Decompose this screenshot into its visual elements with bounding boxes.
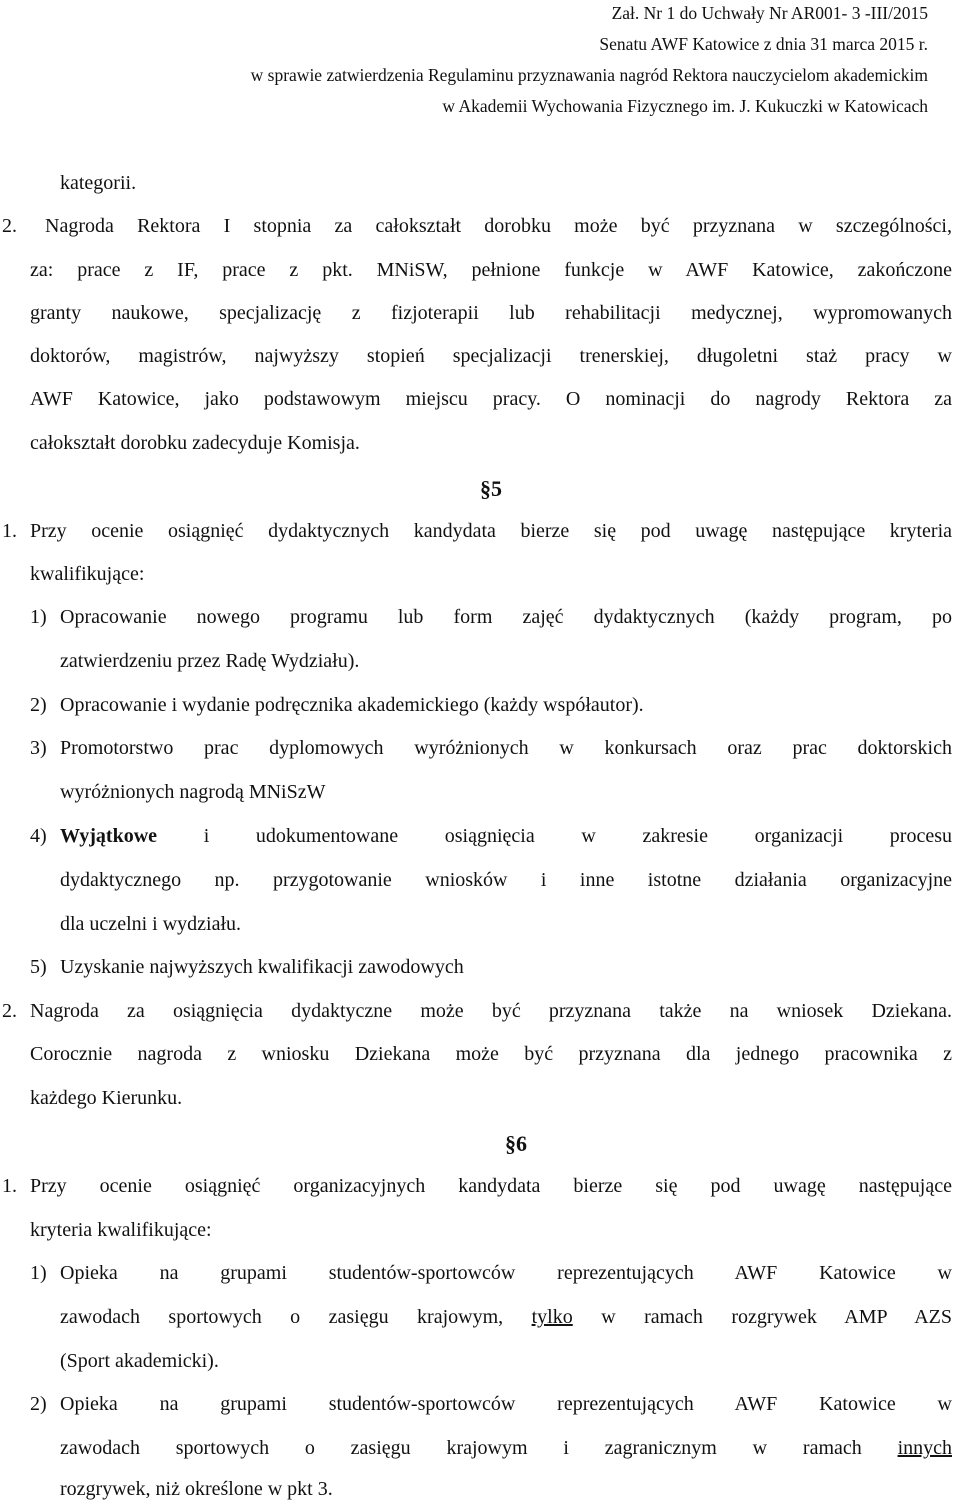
item-number: 1.	[2, 520, 17, 542]
underlined-word: tylko	[531, 1306, 573, 1328]
criterion-text: w ramach rozgrywek AMP AZS	[572, 1306, 952, 1328]
criterion-line: (Sport akademicki).	[60, 1350, 219, 1372]
criterion-line: Opieka na grupami studentów-sportowców reprezentujących AWF Katowice w	[60, 1262, 952, 1284]
criterion-text: zawodach sportowych o zasięgu krajowym i zagranicznym w ramach	[60, 1437, 898, 1459]
criterion-line: wyróżnionych nagrodą MNiSzW	[60, 781, 326, 803]
item-line: Corocznie nagroda z wniosku Dziekana może być przyznana dla jednego pracownika z	[30, 1043, 952, 1065]
criterion-text: zawodach sportowych o zasięgu krajowym,	[60, 1306, 532, 1328]
section-number: 5	[491, 476, 502, 501]
criterion-line	[60, 825, 952, 848]
criterion-line: Opieka na grupami studentów-sportowców reprezentujących AWF Katowice w	[60, 1393, 952, 1415]
header-line: Zał. Nr 1 do Uchwały Nr AR001- 3 -III/2015	[611, 3, 928, 23]
document-header	[251, 0, 928, 126]
item-number: 1.	[2, 1175, 17, 1197]
criterion-line: Opracowanie nowego programu lub form zajęć dydaktycznych (każdy program, po	[60, 606, 952, 628]
criterion-line	[60, 1306, 952, 1329]
item-number: 2.	[2, 1000, 17, 1022]
criterion-number: 5)	[30, 956, 47, 978]
criterion-number: 2)	[30, 1393, 47, 1415]
paragraph-line: doktorów, magistrów, najwyższy stopień specjalizacji trenerskiej, długoletni staż pracy w	[30, 345, 952, 367]
criterion-line: rozgrywek, niż określone w pkt 3.	[60, 1478, 333, 1500]
item-line: każdego Kierunku.	[30, 1087, 183, 1109]
item-line: Przy ocenie osiągnięć dydaktycznych kandydata bierze się pod uwagę następujące kryteria	[30, 520, 952, 542]
criterion-line: dla uczelni i wydziału.	[60, 913, 242, 935]
item-line: Nagroda za osiągnięcia dydaktyczne może być przyznana także na wniosek Dziekana.	[30, 1000, 952, 1022]
paragraph-line: granty naukowe, specjalizację z fizjoterapii lub rehabilitacji medycznej, wypromowanych	[30, 302, 952, 324]
continuation-text: kategorii.	[60, 172, 137, 194]
header-line: Senatu AWF Katowice z dnia 31 marca 2015 r.	[599, 34, 928, 54]
criterion-number: 1)	[30, 1262, 47, 1284]
criterion-number: 3)	[30, 737, 47, 759]
section-heading	[480, 476, 502, 502]
section-symbol: §	[505, 1131, 516, 1156]
header-line: w sprawie zatwierdzenia Regulaminu przyznawania nagród Rektora nauczycielom akademickim	[250, 65, 928, 85]
criterion-number: 1)	[30, 606, 47, 628]
header-line: w Akademii Wychowania Fizycznego im. J. Kukuczki w Katowicach	[442, 96, 928, 116]
paragraph-line: całokształt dorobku zadecyduje Komisja.	[30, 432, 360, 454]
underlined-word: innych	[897, 1437, 952, 1459]
paragraph-number: 2.	[2, 215, 17, 237]
emphasis-word: Wyjątkowe	[60, 825, 158, 847]
criterion-line: dydaktycznego np. przygotowanie wniosków i inne istotne działania organizacyjne	[60, 869, 952, 891]
section-heading	[505, 1131, 527, 1157]
criterion-number: 4)	[30, 825, 47, 847]
section-symbol: §	[480, 476, 491, 501]
paragraph-line: za: prace z IF, prace z pkt. MNiSW, pełnione funkcje w AWF Katowice, zakończone	[30, 259, 952, 281]
criterion-line	[60, 1437, 952, 1460]
criterion-line: zatwierdzeniu przez Radę Wydziału).	[60, 650, 360, 672]
paragraph-line: Nagroda Rektora I stopnia za całokształt dorobku może być przyznana w szczególności,	[45, 215, 952, 237]
criterion-number: 2)	[30, 694, 47, 716]
criterion-line: Uzyskanie najwyższych kwalifikacji zawodowych	[60, 956, 464, 978]
criterion-line: Promotorstwo prac dyplomowych wyróżnionych w konkursach oraz prac doktorskich	[60, 737, 952, 759]
section-number: 6	[516, 1131, 527, 1156]
item-line: kwalifikujące:	[30, 563, 145, 585]
item-line: Przy ocenie osiągnięć organizacyjnych kandydata bierze się pod uwagę następujące	[30, 1175, 952, 1197]
paragraph-line: AWF Katowice, jako podstawowym miejscu pracy. O nominacji do nagrody Rektora za	[30, 388, 952, 410]
criterion-line: Opracowanie i wydanie podręcznika akademickiego (każdy współautor).	[60, 694, 644, 716]
criterion-text: i udokumentowane osiągnięcia w zakresie organizacji procesu	[157, 825, 952, 847]
item-line: kryteria kwalifikujące:	[30, 1219, 212, 1241]
